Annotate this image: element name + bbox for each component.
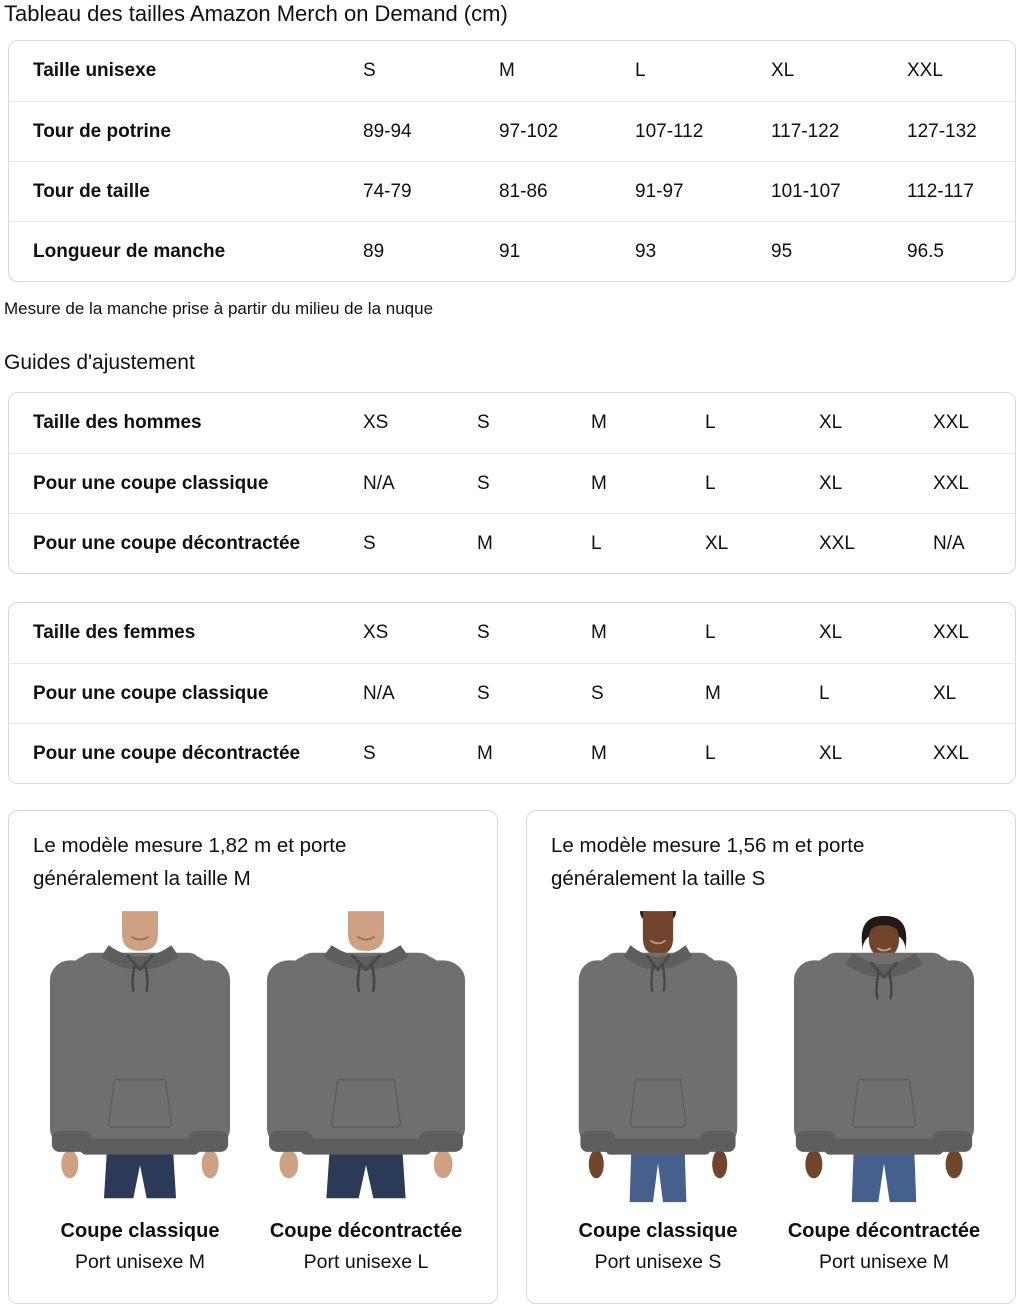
size-col-header: XL: [819, 622, 843, 643]
unisex-size-table: [8, 40, 1016, 282]
photo-caption: [31, 1216, 249, 1278]
size-col-header: M: [499, 60, 515, 81]
row-label: Taille unisexe: [33, 60, 157, 81]
size-value-cell: 117-122: [771, 120, 840, 142]
size-value-cell: M: [477, 742, 493, 764]
row-label: Longueur de manche: [33, 240, 226, 262]
size-value-cell: XXL: [933, 742, 969, 764]
size-value-cell: XL: [933, 682, 957, 704]
size-worn-label: Port unisexe M: [818, 1251, 950, 1273]
row-label: Taille des hommes: [33, 412, 202, 433]
size-value-cell: 101-107: [771, 180, 841, 202]
size-value-cell: S: [363, 532, 376, 554]
size-value-cell: S: [591, 682, 604, 704]
hoodie-figure: [775, 902, 993, 1214]
size-value-cell: N/A: [363, 682, 395, 704]
row-label: Pour une coupe classique: [33, 472, 269, 494]
size-value-cell: 89-94: [363, 120, 412, 142]
women-fit-table: [8, 602, 1016, 784]
size-value-cell: L: [705, 742, 716, 764]
size-value-cell: N/A: [363, 472, 395, 494]
photo-captions: [31, 1216, 475, 1278]
size-col-header: L: [635, 60, 646, 81]
table-row: [9, 221, 1015, 281]
model-photo-relaxed: [775, 902, 993, 1214]
table-row: [9, 513, 1015, 573]
size-value-cell: M: [591, 472, 607, 494]
size-col-header: XL: [771, 60, 795, 81]
size-value-cell: 81-86: [499, 180, 548, 202]
size-value-cell: XXL: [819, 532, 855, 554]
size-value-cell: N/A: [933, 532, 965, 554]
sleeve-measure-note: Mesure de la manche prise à partir du milieu de la nuque: [4, 299, 434, 318]
hoodie-figure: [257, 902, 475, 1214]
table-header-row: [9, 41, 1015, 101]
size-value-cell: XL: [819, 742, 843, 764]
size-col-header: XS: [363, 412, 389, 433]
row-label: Pour une coupe décontractée: [33, 742, 301, 764]
size-col-header: L: [705, 412, 716, 433]
photo-caption: [549, 1216, 767, 1278]
size-value-cell: 91-97: [635, 180, 684, 202]
size-value-cell: L: [819, 682, 830, 704]
row-label: Pour une coupe décontractée: [33, 532, 301, 554]
fit-label: Coupe classique: [578, 1220, 738, 1242]
size-worn-label: Port unisexe L: [303, 1251, 429, 1273]
table-header-row: [9, 393, 1015, 453]
size-col-header: S: [363, 60, 376, 81]
size-col-header: XXL: [933, 412, 969, 433]
row-label: Pour une coupe classique: [33, 682, 269, 704]
men-fit-table: [8, 392, 1016, 574]
size-worn-label: Port unisexe S: [594, 1251, 722, 1273]
size-value-cell: S: [477, 472, 490, 494]
size-value-cell: 95: [771, 240, 793, 262]
fit-label: Coupe classique: [60, 1220, 220, 1242]
table-row: [9, 101, 1015, 161]
size-value-cell: S: [363, 742, 376, 764]
model-photos: [549, 902, 993, 1214]
model-photo-relaxed: [257, 902, 475, 1214]
size-value-cell: 89: [363, 240, 385, 262]
size-col-header: M: [591, 412, 607, 433]
size-col-header: M: [591, 622, 607, 643]
model-description: Le modèle mesure 1,82 m et porte généralement la taille M: [33, 834, 347, 890]
size-value-cell: L: [705, 472, 716, 494]
model-description: Le modèle mesure 1,56 m et porte généralement la taille S: [551, 834, 865, 890]
size-value-cell: 127-132: [907, 120, 977, 142]
size-value-cell: 93: [635, 240, 657, 262]
model-card-women: [526, 810, 1016, 1304]
model-photos: [31, 902, 475, 1214]
size-value-cell: XXL: [933, 472, 969, 494]
table-header-row: [9, 603, 1015, 663]
photo-caption: [775, 1216, 993, 1278]
size-col-header: S: [477, 622, 490, 643]
size-value-cell: 107-112: [635, 120, 704, 142]
size-col-header: XS: [363, 622, 389, 643]
size-value-cell: M: [591, 742, 607, 764]
hoodie-figure: [31, 902, 249, 1214]
row-label: Tour de taille: [33, 180, 150, 202]
photo-captions: [549, 1216, 993, 1278]
size-value-cell: XL: [819, 472, 843, 494]
row-label: Tour de potrine: [33, 120, 171, 142]
size-value-cell: 91: [499, 240, 521, 262]
size-value-cell: 74-79: [363, 180, 412, 202]
size-value-cell: 97-102: [499, 120, 559, 142]
size-value-cell: M: [705, 682, 721, 704]
size-value-cell: 112-117: [907, 180, 974, 202]
size-col-header: L: [705, 622, 716, 643]
size-col-header: S: [477, 412, 490, 433]
photo-caption: [257, 1216, 475, 1278]
table-row: [9, 453, 1015, 513]
fit-label: Coupe décontractée: [787, 1220, 981, 1242]
size-col-header: XXL: [907, 60, 943, 81]
size-value-cell: M: [477, 532, 493, 554]
table-row: [9, 663, 1015, 723]
model-photo-classic: [31, 902, 249, 1214]
size-col-header: XXL: [933, 622, 969, 643]
fit-guides-heading: Guides d'ajustement: [4, 351, 195, 374]
hoodie-figure: [549, 902, 767, 1214]
size-worn-label: Port unisexe M: [74, 1251, 206, 1273]
table-row: [9, 161, 1015, 221]
row-label: Taille des femmes: [33, 622, 196, 643]
model-photo-classic: [549, 902, 767, 1214]
size-col-header: XL: [819, 412, 843, 433]
model-card-men: [8, 810, 498, 1304]
size-value-cell: S: [477, 682, 490, 704]
table-row: [9, 723, 1015, 783]
fit-label: Coupe décontractée: [269, 1220, 463, 1242]
size-value-cell: 96.5: [907, 240, 944, 262]
model-cards: [8, 810, 1016, 1304]
size-value-cell: L: [591, 532, 602, 554]
page-title: Tableau des tailles Amazon Merch on Demand (cm): [4, 1, 508, 26]
size-value-cell: XL: [705, 532, 729, 554]
